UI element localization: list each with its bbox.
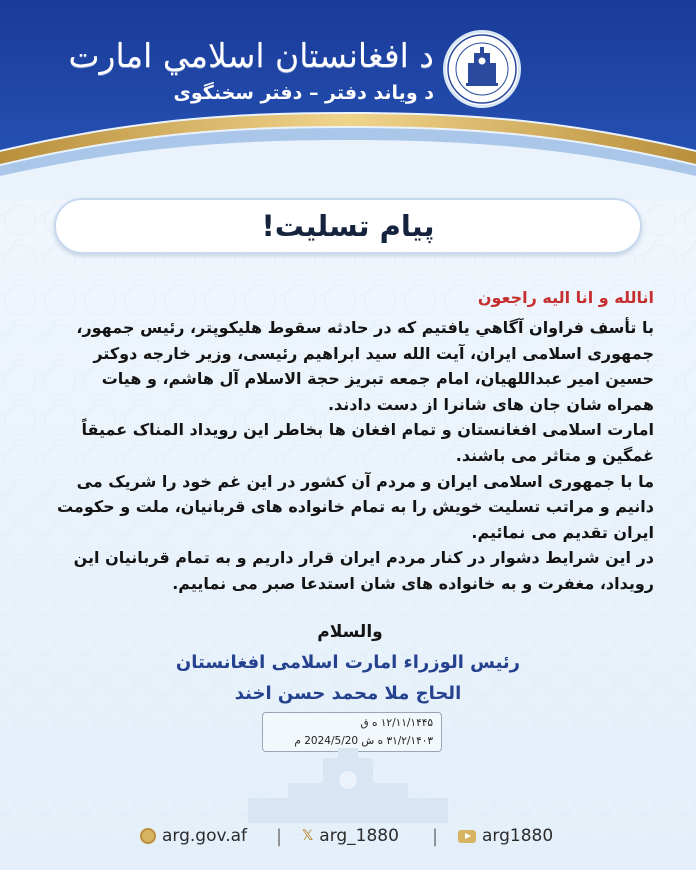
x-handle-text: arg_1880 [319, 826, 399, 846]
website-link[interactable] [140, 826, 247, 846]
body-line: رویداد، مغفرت و به خانواده های شان استدعا صبر می نماییم. [172, 573, 654, 593]
body-line: دانیم و مراتب تسلیت خویش را به تمام خانواده های قربانیان، ملت و حکومت [56, 497, 654, 517]
palace-silhouette-icon [228, 748, 468, 823]
youtube-link[interactable] [458, 826, 553, 846]
office-name: د ویاند دفتر – دفتر سخنگوی [173, 82, 434, 104]
body-line: همراه شان جان های شانرا از دست دادند. [327, 394, 654, 414]
footer-separator: | [276, 826, 283, 847]
emblem-icon [443, 30, 521, 108]
opening-verse: انالله و انا الیه راجعون [477, 288, 654, 307]
body-line: غمگین و متاثر می باشند. [455, 445, 654, 465]
signatory-name: الحاج ملا محمد حسن اخند [234, 683, 462, 704]
signatory-title: رئیس الوزراء امارت اسلامی افغانستان [175, 652, 521, 673]
body-line: حسین امیر عبداللهیان، امام جمعه تبریز حجة الاسلام آل هاشم، و هیات [101, 369, 654, 389]
x-link[interactable] [302, 826, 399, 846]
body-line: با تأسف فراوان آگاهي يافتيم كه در حادثه سقوط هليكوپتر، رئيس جمهور، [76, 318, 654, 337]
header [0, 0, 696, 200]
government-name: د افغانستان اسلامي امارت [68, 36, 434, 75]
youtube-icon [458, 830, 476, 843]
globe-icon [140, 828, 156, 844]
body-line: جمهوری اسلامی ایران، آیت الله سید ابراهیم رئیسی، وزیر خارجه دوکتر [93, 343, 654, 363]
message-body [34, 315, 654, 597]
hijri-lunar-date: ۱۲/۱۱/۱۴۴۵ ه ق [360, 717, 433, 729]
solar-gregorian-date: ۳۱/۲/۱۴۰۳ ه ش 2024/5/20 م [294, 735, 433, 747]
title-banner [54, 198, 642, 254]
closing-salutation: والسلام [317, 622, 383, 642]
body-line: در این شرایط دشوار در کنار مردم ایران قرار داریم و به تمام قربانیان این [73, 548, 654, 568]
x-logo-icon: 𝕏 [302, 828, 314, 844]
body-line: ما با جمهوری اسلامی ایران و مردم آن کشور در این غم خود را شریک می [76, 471, 654, 491]
youtube-text: arg1880 [482, 826, 554, 846]
date-box [262, 712, 442, 752]
footer-separator: | [432, 826, 439, 847]
footer [0, 818, 696, 858]
body-line: امارت اسلامی افغانستان و تمام افغان ها بخاطر این رویداد المناک عمیقاً [81, 420, 654, 440]
website-text: arg.gov.af [162, 826, 248, 846]
page-title: پیام تسلیت! [261, 209, 435, 243]
body-line: ایران تقدیم می نمائیم. [471, 522, 654, 542]
